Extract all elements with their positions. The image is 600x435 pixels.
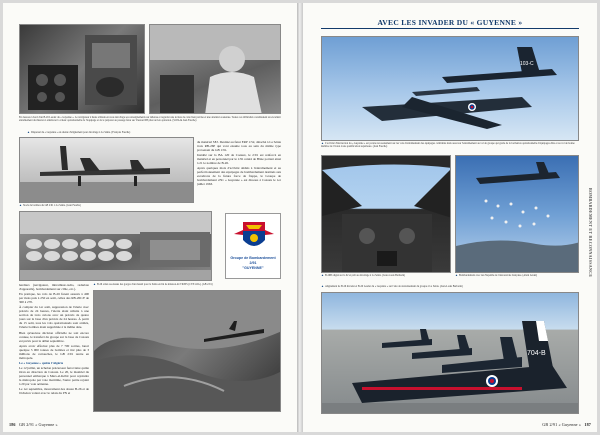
page-heading: AVEC LES INVADER DU « GUYENNE » bbox=[377, 18, 523, 27]
running-title: GB 2/91 « Guyenne » bbox=[19, 422, 58, 427]
paragraph: du matériel SEJ. Destiné au futur ERP 1/52, détaché à La Sénia trois RB-26P qui vont ensuite tous au sein du même type provenant du GB 1/91. bbox=[197, 140, 281, 152]
paragraph: Le 1er septembre, mouvement des douze B-26 et de l'échelon volant avec le relais du PN et bbox=[19, 387, 89, 396]
paradrop-illustration bbox=[456, 156, 579, 273]
caption-paradrop-text: Bombardement avec des Napalms de l'Aéronavale française. (Alain Léalet) bbox=[458, 274, 538, 277]
running-title: GB 2/91 « Guyenne » bbox=[542, 422, 581, 427]
guyenne-insignia-icon bbox=[226, 214, 282, 258]
photo-aerial-terrain bbox=[93, 290, 281, 412]
middle-text-column bbox=[197, 140, 281, 210]
emblem-line1: Groupe de Bombardement bbox=[230, 256, 276, 260]
page-number: 186 bbox=[9, 422, 16, 427]
caption-cockpit bbox=[321, 274, 451, 279]
folio-right bbox=[542, 422, 591, 427]
subheading: Le « Guyenne » quitte l'Algérie bbox=[19, 360, 64, 365]
paragraph: hardiers (navigateur, mitrailleur-radio, radariste d'appareils), bombardement sur cible, etc.). bbox=[19, 283, 89, 291]
photo-cockpit-view bbox=[321, 155, 451, 273]
caption-marker-icon: ▲ bbox=[27, 131, 30, 134]
photo-flightline bbox=[321, 292, 579, 414]
paragraph: Bien qu'aucune décision officielle ne soit encore connue, le transfert du groupe sur la base de Cazaux est prévu pour le début septembre. bbox=[19, 330, 89, 343]
caption-marker-icon: ▲ bbox=[93, 283, 96, 286]
left-text-column bbox=[19, 283, 89, 413]
caption-marker-icon: ▲ bbox=[455, 274, 458, 277]
section-side-band: BOMBARDEMENT ET RECONNAISSANCE bbox=[588, 188, 593, 278]
caption-aerial bbox=[93, 283, 281, 288]
guyenne-emblem-box bbox=[225, 213, 281, 279]
emblem-line2: 2/91 bbox=[249, 261, 257, 265]
caption-paradrop bbox=[455, 274, 579, 279]
left-page bbox=[3, 3, 297, 432]
paragraph: À compter du 1er août, suppression de l'alerte avec préavis de 24 heures, l'alerte étant réduite à une section de trois avions avec un préavis de quatre jours sur la base d'un préavis de 24 heures. À partir du 15 août, tous les vols opérationnels sont arrêtés, l'alerte bombes étant supprimée à la même date. bbox=[19, 305, 89, 330]
caption-aerial-text: B-26 ornés au-dessus des gorges d'un massif pour la Sénia en fin de mission ACTIONS (CTP LOG). (GB 2/91) bbox=[96, 283, 213, 286]
photo-paradrop bbox=[455, 155, 579, 273]
photo-bomb-depot bbox=[19, 211, 212, 281]
caption-runway bbox=[27, 131, 187, 136]
aerial-terrain-illustration bbox=[94, 291, 281, 412]
caption-bomb-depot bbox=[19, 204, 194, 209]
caption-bomb-depot-text: Stock de bombes du GB 2/91 à La Sénia. (Jean Fauche) bbox=[22, 204, 81, 207]
emblem-line3: "GUYENNE" bbox=[242, 266, 264, 270]
caption-marker-icon: ▲ bbox=[321, 142, 324, 145]
photo-runway-b26 bbox=[19, 137, 194, 203]
photo-pilot bbox=[149, 24, 281, 114]
caption-marker-icon: ▲ bbox=[321, 274, 324, 277]
aircraft-code-formation: 103-C bbox=[520, 61, 534, 67]
b26-on-runway-illustration bbox=[20, 138, 194, 203]
caption-flightline bbox=[321, 285, 579, 291]
paragraph: Après quelques mois d'activité dédiés à l'entraînement et au perfectionnement des équipages de bombardement destinés aux escadrons de la future force de frappe, le Groupe de bombardement 2/91 « Guyenne » est dissous à Cazaux le 1er juillet 1963. bbox=[197, 166, 281, 187]
pilot-illustration bbox=[150, 25, 281, 114]
heading-rule bbox=[321, 28, 579, 29]
caption-marker-icon: ▲ bbox=[321, 285, 324, 288]
caption-top: En dessous à bord d'un B-26 Leader du « Guyenne ». Le navigateur à haute altitude en nous décollage ses renseignements sur défense et regarder une lecture de carte bien précise et une attention soutenue. Toutes ces difficultés constituaient un excellent entraînement du mission à améliorer la valeur opérationnelle de l'équipage et de le préparer au passage futur sur Vautour IIB plus tard en opération. (SCPA & Jean Fauche) bbox=[19, 116, 281, 123]
paragraph: Après avoir effectué plus de 7 700 sorties, lancé quelque 5 000 tonnes de bombes et tiré plus de 3 millions de cartouches, le GB 2/91 rentre en métropole. bbox=[19, 343, 89, 360]
caption-formation bbox=[321, 142, 579, 153]
folio-left bbox=[9, 422, 58, 427]
caption-marker-icon: ▲ bbox=[19, 204, 22, 207]
cockpit-view-illustration bbox=[322, 156, 451, 273]
b26-flightline-illustration bbox=[322, 293, 579, 414]
bomb-rows-illustration bbox=[20, 212, 212, 281]
paragraph: Le 12 juillet, un échelon précurseur ferroviaire quitte Oran en direction de Cazaux. Le 20, le matériel du personnel embarque à Mers-el-Kébir pour rejoindre la métropole par voie maritime, l'autre partie rejoint à 20 par voie aérienne. bbox=[19, 366, 89, 387]
photo-navigator-cockpit bbox=[19, 24, 145, 114]
paragraph: Installé sur la BA 120 de Cazaux, le 2/91 est renforcé en matériel et en personnel par le 1/91 rentré de Bône portant ainsi à 21 le nombre de B-26. bbox=[197, 153, 281, 166]
paragraph: En pratique, les vols de B-26 furent assurés à 400 par mois puis à 250 en août, celles des RB-26C/P de 300 à 270. bbox=[19, 292, 89, 305]
page-number: 187 bbox=[584, 422, 591, 427]
caption-cockpit-text: B-26B aligné sur la 02 et prêt au décollage à La Sénia. (Jean-Louis Barbarin) bbox=[324, 274, 406, 277]
aircraft-code-flightline: 704-B bbox=[527, 350, 546, 357]
caption-flightline-text: Alignement de B-26 Invader et B-26 Leader du « Guyenne » sur l'aire de stationnement du groupe à La Sénia. (Jean-Louis Barbarin) bbox=[324, 285, 463, 288]
b26-formation-illustration bbox=[322, 37, 579, 141]
cockpit-instruments-illustration bbox=[20, 25, 145, 114]
caption-formation-text: L'activité d'instruction du « Guyenne » est portée non seulement sur les vols d'entraînement des équipages confirmés mais aussi sur l'entraînement au vol de groupe qui garde de la formation opérationnelle d'équipages élite et au vol de bonne maîtrise de l'avion à une qualification supérieure. (Jean Fauche) bbox=[321, 142, 575, 149]
right-page bbox=[303, 3, 597, 432]
caption-runway-text: Dispersal du « Guyenne » en attente d'alignement pour décollage à La Sénia. (François Fauche) bbox=[30, 131, 131, 134]
photo-formation-flight bbox=[321, 36, 579, 141]
